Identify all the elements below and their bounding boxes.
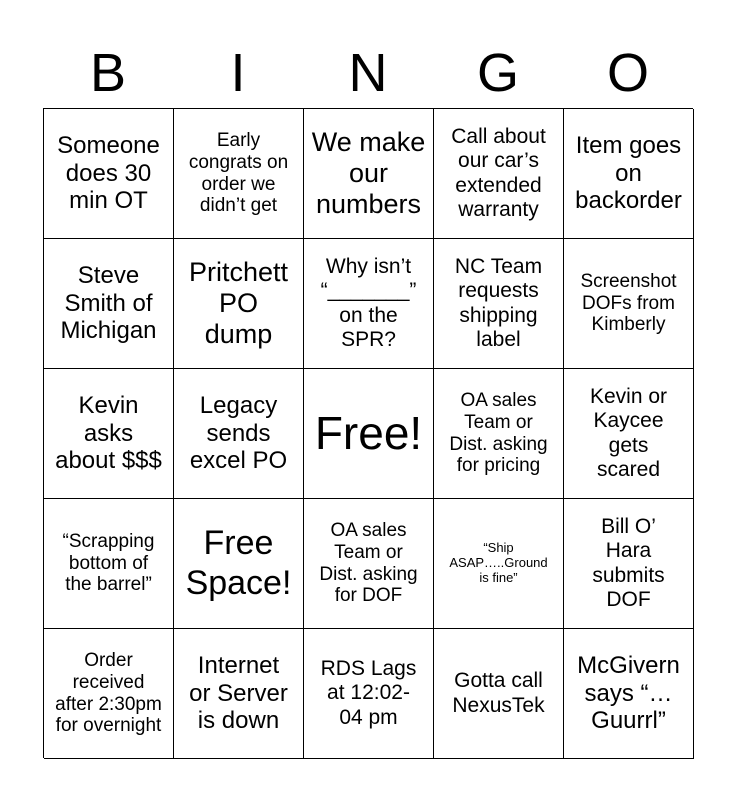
cell-text: OA sales Team or Dist. asking for pricing (449, 389, 548, 477)
header-letter-g: G (476, 43, 519, 103)
cell-text: Steve Smith of Michigan (60, 262, 157, 345)
cell-text: Early congrats on order we didn’t get (188, 129, 289, 217)
bingo-cell-r2-c3[interactable] (304, 239, 434, 369)
bingo-cell-r1-c2[interactable] (174, 109, 304, 239)
free-cell-text: Free! (314, 407, 423, 460)
cell-text: OA sales Team or Dist. asking for DOF (319, 519, 418, 607)
cell-text: Item goes on backorder (575, 132, 682, 215)
cell-text: We make our numbers (311, 126, 426, 220)
header-letter-o: O (606, 43, 649, 103)
cell-text: Kevin or Kaycee gets scared (589, 385, 668, 481)
bingo-cell-r4-c2[interactable] (174, 499, 304, 629)
header-letter-b: B (89, 43, 127, 103)
cell-text: Legacy sends excel PO (189, 392, 288, 475)
bingo-cell-r4-c3[interactable] (304, 499, 434, 629)
bingo-cell-r2-c5[interactable] (564, 239, 694, 369)
bingo-board (43, 108, 693, 758)
cell-text: Why isn’t “_______” on the SPR? (320, 255, 417, 351)
bingo-cell-r1-c5[interactable] (564, 109, 694, 239)
bingo-cell-r2-c4[interactable] (434, 239, 564, 369)
bingo-cell-r2-c2[interactable] (174, 239, 304, 369)
bingo-cell-r3-c5[interactable] (564, 369, 694, 499)
bingo-cell-r5-c3[interactable] (304, 629, 434, 759)
cell-text: Gotta call NexusTek (452, 669, 545, 717)
header-letter-i: I (230, 43, 246, 103)
bingo-header (43, 38, 693, 108)
cell-text: RDS Lags at 12:02- 04 pm (320, 657, 417, 729)
bingo-cell-r1-c1[interactable] (44, 109, 174, 239)
bingo-cell-r4-c1[interactable] (44, 499, 174, 629)
free-space-cell-text: Free Space! (185, 524, 292, 602)
bingo-cell-r1-c3[interactable] (304, 109, 434, 239)
bingo-cell-r5-c2[interactable] (174, 629, 304, 759)
bingo-cell-r3-c1[interactable] (44, 369, 174, 499)
bingo-cell-r3-c4[interactable] (434, 369, 564, 499)
cell-text: Bill O’ Hara submits DOF (592, 515, 665, 611)
cell-text: McGivern says “… Guurrl” (577, 652, 680, 735)
bingo-cell-r5-c5[interactable] (564, 629, 694, 759)
cell-text: Screenshot DOFs from Kimberly (580, 270, 677, 336)
bingo-cell-r1-c4[interactable] (434, 109, 564, 239)
header-letter-n: N (348, 43, 388, 103)
bingo-cell-r5-c4[interactable] (434, 629, 564, 759)
cell-text: Pritchett PO dump (188, 256, 289, 350)
cell-text: Kevin asks about $$$ (55, 392, 162, 475)
bingo-cell-r4-c4[interactable] (434, 499, 564, 629)
cell-text: Call about our car’s extended warranty (451, 125, 546, 221)
bingo-cell-r3-c2[interactable] (174, 369, 304, 499)
cell-text: Order received after 2:30pm for overnight (55, 649, 162, 737)
bingo-cell-r3-c3[interactable] (304, 369, 434, 499)
cell-text: Someone does 30 min OT (57, 132, 160, 215)
cell-text: “Scrapping bottom of the barrel” (62, 530, 155, 596)
cell-text: Internet or Server is down (189, 652, 288, 735)
bingo-cell-r2-c1[interactable] (44, 239, 174, 369)
bingo-cell-r4-c5[interactable] (564, 499, 694, 629)
bingo-cell-r5-c1[interactable] (44, 629, 174, 759)
cell-text: “Ship ASAP…..Ground is fine” (449, 540, 548, 585)
cell-text: NC Team requests shipping label (454, 255, 543, 351)
